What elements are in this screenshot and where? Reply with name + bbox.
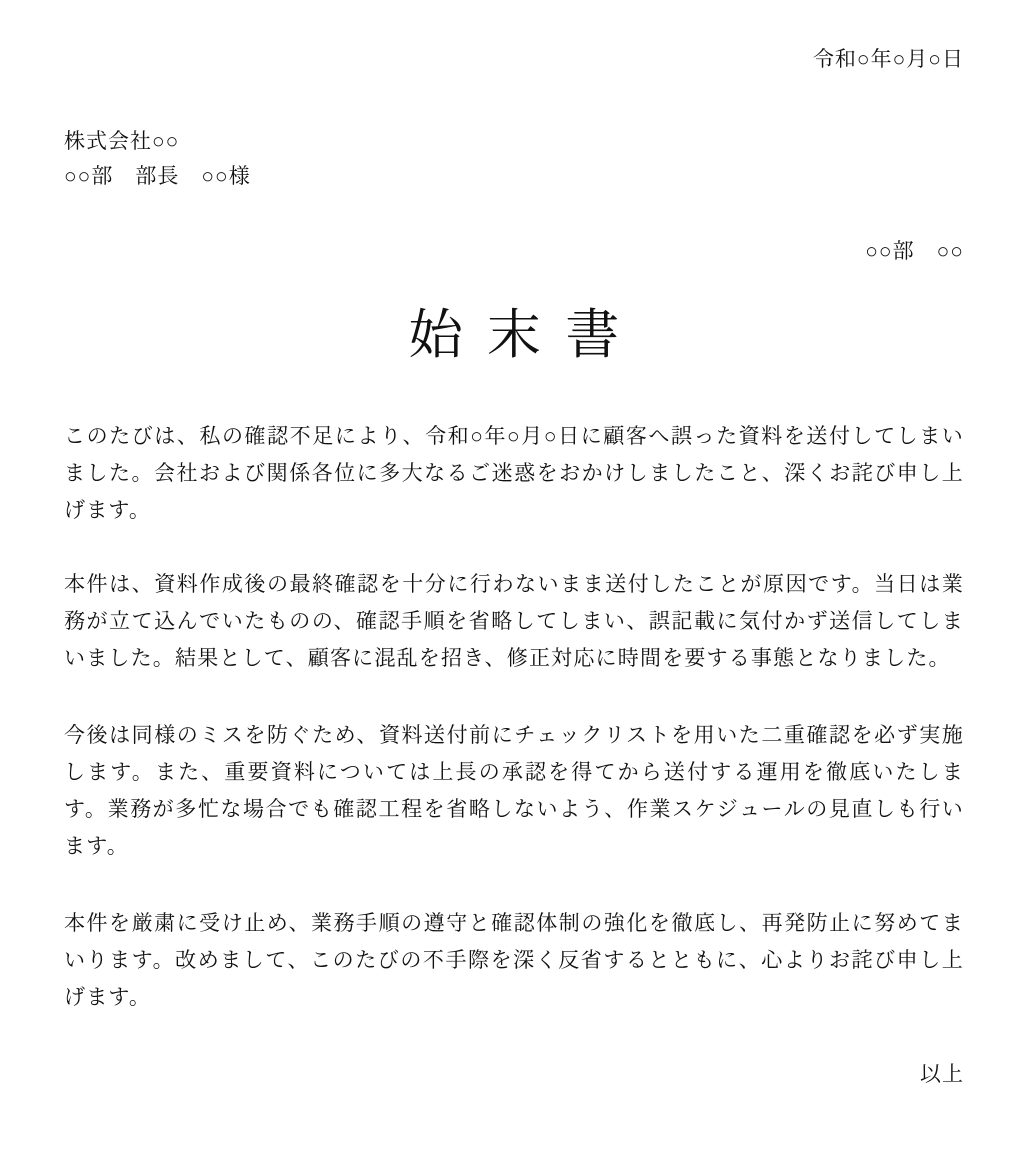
recipient-block [64, 124, 964, 194]
recipient-person: ○○部 部長 ○○様 [64, 164, 251, 188]
paragraph-prevention: 今後は同様のミスを防ぐため、資料送付前にチェックリストを用いた二重確認を必ず実施します。また、重要資料については上長の承認を得てから送付する運用を徹底いたします。業務が多忙な場合でも確認工程を省略しないよう、作業スケジュールの見直しも行います。 [64, 723, 964, 858]
document-title: 始末書 [408, 305, 644, 365]
paragraph-apology: このたびは、私の確認不足により、令和○年○月○日に顧客へ誤った資料を送付してしまいました。会社および関係各位に多大なるご迷惑をおかけしましたこと、深くお詫び申し上げます。 [64, 424, 964, 522]
paragraph-cause: 本件は、資料作成後の最終確認を十分に行わないまま送付したことが原因です。当日は業務が立て込んでいたものの、確認手順を省略してしまい、誤記載に気付かず送信してしまいました。結果として、顧客に混乱を招き、修正対応に時間を要する事態となりました。 [64, 572, 965, 670]
recipient-company: 株式会社○○ [64, 129, 180, 153]
sender-name: ○○部 ○○ [865, 239, 964, 263]
closing-ijou: 以上 [920, 1062, 964, 1086]
paragraph-commitment: 本件を厳粛に受け止め、業務手順の遵守と確認体制の強化を徹底し、再発防止に努めてまいります。改めまして、このたびの不手際を深く反省するとともに、心よりお詫び申し上げます。 [64, 911, 965, 1009]
document-date: 令和○年○月○日 [812, 47, 964, 71]
